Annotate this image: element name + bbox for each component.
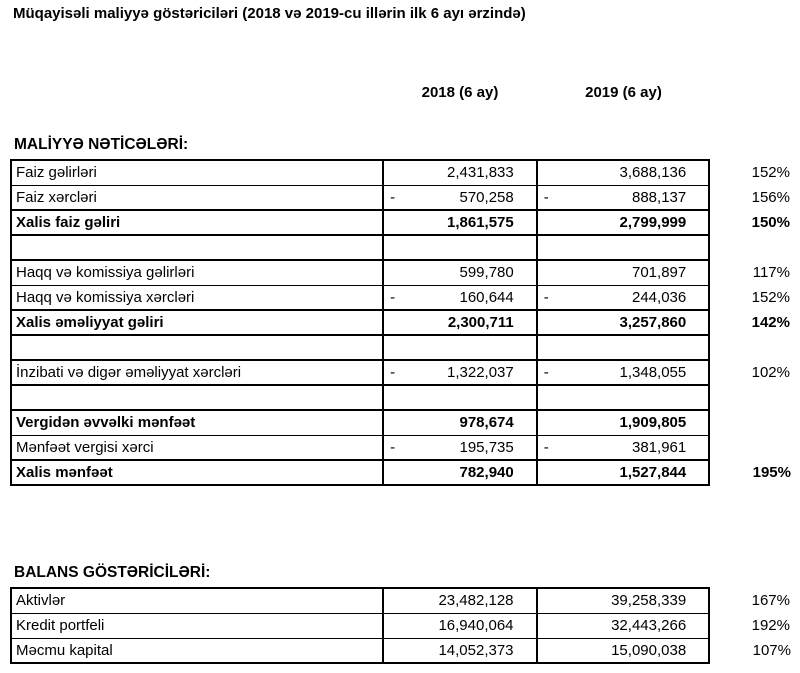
amount: 2,799,999 bbox=[619, 214, 687, 231]
value-2019 bbox=[537, 638, 710, 663]
amount: 14,052,373 bbox=[438, 641, 514, 659]
amount: 599,780 bbox=[459, 264, 514, 282]
value-2019 bbox=[537, 185, 710, 210]
value-2018 bbox=[383, 235, 537, 260]
amount: 244,036 bbox=[632, 288, 687, 306]
growth-percent: 156% bbox=[751, 189, 790, 206]
row-label: Xalis mənfəət bbox=[11, 460, 383, 485]
row-label: İnzibati və digər əməliyyat xərcləri bbox=[11, 360, 383, 385]
page-title: Müqayisəli maliyyə göstəriciləri (2018 və 2019-cu illərin ilk 6 ayı ərzində) bbox=[13, 5, 526, 22]
section-heading-balance: BALANS GÖSTƏRİCİLƏRİ: bbox=[14, 564, 211, 581]
row-label: Faiz xərcləri bbox=[11, 185, 383, 210]
amount: 3,257,860 bbox=[619, 314, 687, 331]
amount: 1,348,055 bbox=[619, 364, 687, 381]
negative-sign: - bbox=[543, 188, 549, 206]
amount: 1,861,575 bbox=[447, 214, 514, 231]
row-label: Məcmu kapital bbox=[11, 638, 383, 663]
row-label: Mənfəət vergisi xərci bbox=[11, 435, 383, 460]
value-2019 bbox=[537, 260, 710, 285]
amount: 1,909,805 bbox=[619, 414, 687, 432]
row-label: Aktivlər bbox=[11, 588, 383, 613]
section-heading-financial-results: MALİYYƏ NƏTİCƏLƏRİ: bbox=[14, 136, 189, 153]
value-2018 bbox=[383, 360, 537, 385]
value-2018 bbox=[383, 410, 537, 435]
value-2019 bbox=[537, 588, 710, 613]
table-row bbox=[11, 613, 799, 638]
amount: 782,940 bbox=[459, 464, 514, 481]
amount: 1,527,844 bbox=[619, 464, 687, 481]
value-2018 bbox=[383, 588, 537, 613]
row-label: Kredit portfeli bbox=[11, 613, 383, 638]
row-label: Xalis əməliyyat gəliri bbox=[11, 310, 383, 335]
value-2019 bbox=[537, 310, 710, 335]
amount: 2,300,711 bbox=[447, 314, 514, 331]
row-label bbox=[11, 335, 383, 360]
negative-sign: - bbox=[543, 364, 549, 381]
growth-percent: 107% bbox=[752, 642, 791, 659]
value-2018 bbox=[383, 310, 537, 335]
value-2019 bbox=[537, 335, 710, 360]
growth-percent bbox=[709, 410, 799, 435]
amount: 3,688,136 bbox=[619, 164, 687, 182]
row-label: Xalis faiz gəliri bbox=[11, 210, 383, 235]
amount: 978,674 bbox=[459, 414, 514, 432]
table-row bbox=[11, 260, 799, 285]
value-2018 bbox=[383, 385, 537, 410]
value-2019 bbox=[537, 435, 710, 460]
negative-sign: - bbox=[543, 438, 549, 456]
amount: 39,258,339 bbox=[611, 592, 687, 610]
negative-sign: - bbox=[390, 188, 396, 206]
row-label: Haqq və komissiya gəlirləri bbox=[11, 260, 383, 285]
value-2018 bbox=[383, 638, 537, 663]
column-header-2018: 2018 (6 ay) bbox=[421, 84, 499, 101]
table-row bbox=[11, 588, 799, 613]
value-2019 bbox=[537, 235, 710, 260]
row-label: Haqq və komissiya xərcləri bbox=[11, 285, 383, 310]
value-2019 bbox=[537, 613, 710, 638]
amount: 16,940,064 bbox=[438, 617, 514, 634]
growth-percent: 142% bbox=[751, 314, 790, 331]
amount: 701,897 bbox=[632, 264, 687, 282]
negative-sign: - bbox=[390, 364, 396, 381]
amount: 570,258 bbox=[459, 188, 514, 206]
table-row bbox=[11, 360, 799, 385]
table-row bbox=[11, 435, 799, 460]
amount: 23,482,128 bbox=[438, 592, 514, 610]
growth-percent bbox=[709, 435, 799, 460]
growth-percent: 152% bbox=[751, 164, 790, 181]
value-2018 bbox=[383, 185, 537, 210]
table-row bbox=[11, 210, 799, 235]
table-row bbox=[11, 285, 799, 310]
amount: 2,431,833 bbox=[447, 164, 514, 182]
growth-percent bbox=[709, 235, 799, 260]
value-2019 bbox=[537, 385, 710, 410]
amount: 888,137 bbox=[632, 188, 687, 206]
amount: 381,961 bbox=[632, 438, 687, 456]
value-2018 bbox=[383, 460, 537, 485]
negative-sign: - bbox=[543, 288, 549, 306]
financial-results-table bbox=[10, 159, 800, 486]
value-2018 bbox=[383, 285, 537, 310]
value-2018 bbox=[383, 260, 537, 285]
value-2019 bbox=[537, 360, 710, 385]
table-row bbox=[11, 460, 799, 485]
growth-percent: 195% bbox=[752, 464, 791, 481]
value-2018 bbox=[383, 210, 537, 235]
spacer-row bbox=[11, 335, 799, 360]
value-2018 bbox=[383, 435, 537, 460]
amount: 32,443,266 bbox=[611, 617, 687, 634]
value-2019 bbox=[537, 410, 710, 435]
amount: 160,644 bbox=[459, 288, 514, 306]
row-label bbox=[11, 385, 383, 410]
table-row bbox=[11, 410, 799, 435]
balance-table bbox=[10, 587, 800, 664]
negative-sign: - bbox=[390, 438, 396, 456]
amount: 15,090,038 bbox=[611, 641, 687, 659]
table-row bbox=[11, 638, 799, 663]
negative-sign: - bbox=[390, 288, 396, 306]
amount: 1,322,037 bbox=[447, 364, 514, 381]
row-label: Faiz gəlirləri bbox=[11, 160, 383, 185]
spacer-row bbox=[11, 385, 799, 410]
growth-percent bbox=[709, 385, 799, 410]
growth-percent: 192% bbox=[751, 617, 790, 634]
value-2019 bbox=[537, 285, 710, 310]
growth-percent: 150% bbox=[751, 214, 790, 231]
row-label: Vergidən əvvəlki mənfəət bbox=[11, 410, 383, 435]
value-2019 bbox=[537, 460, 710, 485]
value-2018 bbox=[383, 335, 537, 360]
column-header-2019: 2019 (6 ay) bbox=[585, 84, 662, 101]
growth-percent: 117% bbox=[752, 264, 790, 281]
growth-percent: 102% bbox=[751, 364, 790, 381]
table-row bbox=[11, 160, 799, 185]
value-2019 bbox=[537, 210, 710, 235]
amount: 195,735 bbox=[459, 438, 514, 456]
spacer-row bbox=[11, 235, 799, 260]
table-row bbox=[11, 185, 799, 210]
row-label bbox=[11, 235, 383, 260]
growth-percent: 152% bbox=[751, 289, 790, 306]
value-2018 bbox=[383, 613, 537, 638]
growth-percent: 167% bbox=[751, 592, 790, 609]
value-2018 bbox=[383, 160, 537, 185]
growth-percent bbox=[709, 335, 799, 360]
table-row bbox=[11, 310, 799, 335]
value-2019 bbox=[537, 160, 710, 185]
